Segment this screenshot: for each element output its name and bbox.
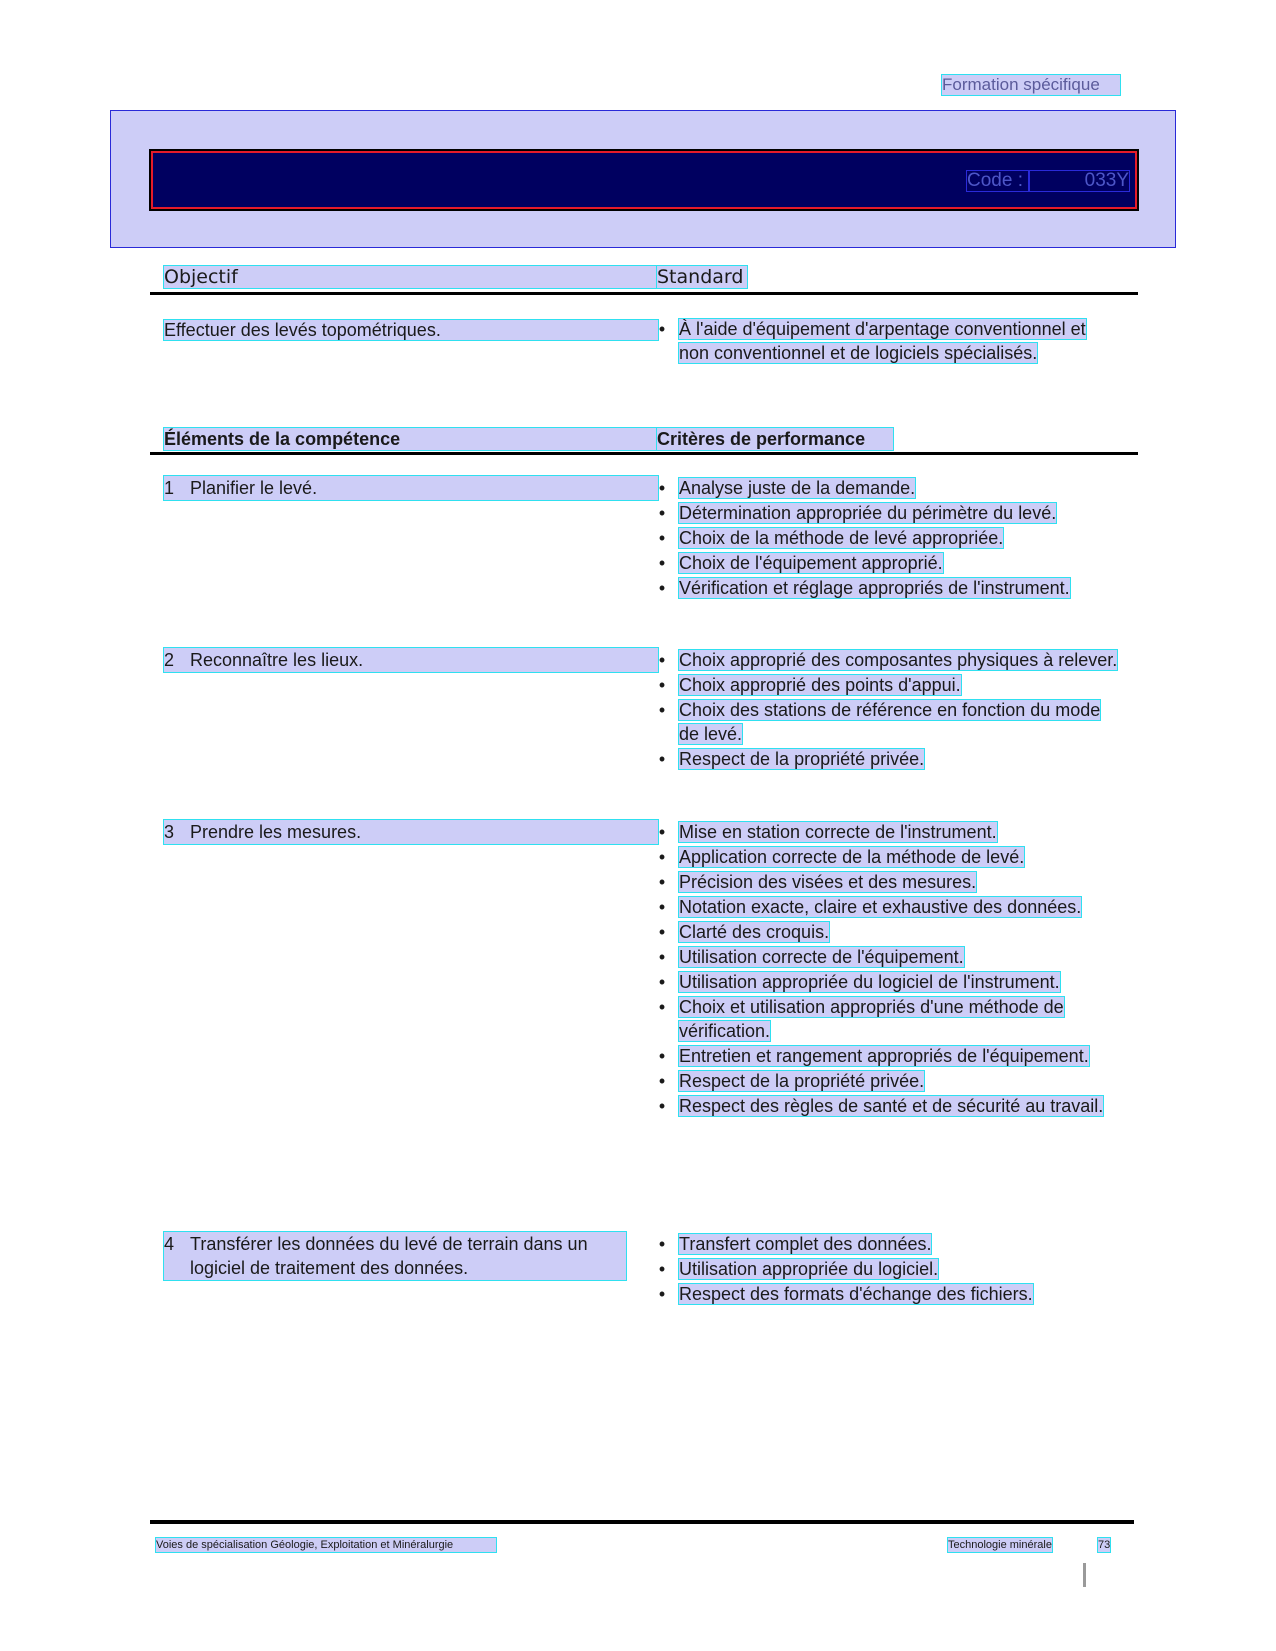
bullet-icon: •	[658, 650, 666, 670]
criterion	[657, 895, 1119, 919]
bullet-icon: •	[658, 553, 666, 573]
footer-left-text: Voies de spécialisation Géologie, Exploitation et Minéralurgie	[156, 1538, 496, 1552]
criterion	[657, 476, 1119, 500]
element-2	[164, 648, 658, 672]
header-rule-1	[150, 292, 1138, 295]
header-rule-2	[150, 452, 1138, 455]
element-label: Transférer les données du levé de terrain dans un logiciel de traitement des données.	[190, 1234, 588, 1278]
criterion	[657, 995, 1119, 1043]
section-label: Formation spécifique	[942, 75, 1120, 95]
title-bar	[151, 151, 1137, 209]
element-4	[164, 1232, 626, 1280]
standard-text: À l'aide d'équipement d'arpentage conventionnel et non conventionnel et de logiciels spécialisés.	[679, 319, 1086, 363]
objective-text: Effectuer des levés topométriques.	[164, 320, 658, 340]
bullet-icon: •	[658, 922, 666, 942]
element-number: 2	[164, 650, 175, 670]
bullet-icon: •	[658, 972, 666, 992]
bullet-icon: •	[658, 319, 666, 339]
elements-header: Éléments de la compétence	[164, 428, 658, 450]
criterion-text: Utilisation correcte de l'équipement.	[679, 947, 964, 967]
criterion-text: Choix de la méthode de levé appropriée.	[679, 528, 1004, 548]
bullet-icon: •	[658, 822, 666, 842]
element-number: 4	[164, 1234, 175, 1254]
criterion-text: Choix approprié des composantes physiques à relever.	[679, 650, 1118, 670]
bullet-icon: •	[658, 1234, 666, 1254]
criterion-text: Transfert complet des données.	[679, 1234, 932, 1254]
text-cursor-icon	[1083, 1563, 1086, 1587]
criterion-text: Précision des visées et des mesures.	[679, 872, 977, 892]
criterion	[657, 970, 1119, 994]
footer-rule	[150, 1520, 1134, 1524]
bullet-icon: •	[658, 847, 666, 867]
criterion	[657, 920, 1119, 944]
criterion	[657, 648, 1119, 672]
element-label: Reconnaître les lieux.	[190, 650, 364, 670]
criterion-text: Respect des formats d'échange des fichiers.	[679, 1284, 1033, 1304]
criterion	[657, 673, 1119, 697]
criterion-text: Analyse juste de la demande.	[679, 478, 916, 498]
criterion	[657, 576, 1119, 600]
criterion-text: Respect des règles de santé et de sécurité au travail.	[679, 1096, 1104, 1116]
criterion-text: Choix et utilisation appropriés d'une méthode de vérification.	[679, 997, 1064, 1041]
bullet-icon: •	[658, 897, 666, 917]
bullet-icon: •	[658, 947, 666, 967]
element-3	[164, 820, 658, 844]
bullet-icon: •	[658, 1071, 666, 1091]
criterion-text: Choix approprié des points d'appui.	[679, 675, 961, 695]
element-number: 1	[164, 478, 175, 498]
criterion	[657, 1232, 1119, 1256]
bullet-icon: •	[658, 503, 666, 523]
criterion-text: Notation exacte, claire et exhaustive des données.	[679, 897, 1082, 917]
criterion	[657, 1044, 1119, 1068]
criterion	[657, 870, 1119, 894]
bullet-icon: •	[658, 749, 666, 769]
code-label: Code :	[967, 171, 1029, 191]
criterion	[657, 845, 1119, 869]
criterion	[657, 501, 1119, 525]
standards-list	[657, 317, 1119, 366]
element-label: Planifier le levé.	[190, 478, 318, 498]
criterion-text: Clarté des croquis.	[679, 922, 830, 942]
objective-header: Objectif	[164, 266, 658, 288]
criterion-text: Choix des stations de référence en fonction du mode de levé.	[679, 700, 1101, 744]
criterion	[657, 820, 1119, 844]
title-box	[110, 110, 1176, 248]
code-value: 033Y	[1029, 171, 1129, 191]
element-1	[164, 476, 658, 500]
criterion-text: Utilisation appropriée du logiciel de l'instrument.	[679, 972, 1060, 992]
criterion-text: Détermination appropriée du périmètre du levé.	[679, 503, 1057, 523]
bullet-icon: •	[658, 872, 666, 892]
page-number: 73	[1098, 1539, 1111, 1551]
bullet-icon: •	[658, 997, 666, 1017]
criterion-text: Choix de l'équipement approprié.	[679, 553, 943, 573]
criterion-text: Utilisation appropriée du logiciel.	[679, 1259, 939, 1279]
element-label: Prendre les mesures.	[190, 822, 362, 842]
element-number: 3	[164, 822, 175, 842]
criterion	[657, 1069, 1119, 1093]
bullet-icon: •	[658, 675, 666, 695]
standard-header: Standard	[657, 266, 747, 288]
footer-right-text: Technologie minérale	[948, 1539, 1052, 1551]
bullet-icon: •	[658, 1259, 666, 1279]
criterion-text: Application correcte de la méthode de levé.	[679, 847, 1025, 867]
criterion	[657, 1094, 1119, 1118]
criteria-list-2	[657, 648, 1119, 772]
criterion	[657, 526, 1119, 550]
bullet-icon: •	[658, 478, 666, 498]
bullet-icon: •	[658, 528, 666, 548]
criterion-text: Respect de la propriété privée.	[679, 749, 925, 769]
criterion-text: Entretien et rangement appropriés de l'équipement.	[679, 1046, 1089, 1066]
standard-item	[657, 317, 1119, 365]
criteria-header: Critères de performance	[657, 428, 893, 450]
criterion-text: Vérification et réglage appropriés de l'instrument.	[679, 578, 1070, 598]
bullet-icon: •	[658, 1284, 666, 1304]
bullet-icon: •	[658, 1096, 666, 1116]
criteria-list-3	[657, 820, 1119, 1119]
criterion-text: Respect de la propriété privée.	[679, 1071, 925, 1091]
bullet-icon: •	[658, 1046, 666, 1066]
criterion	[657, 747, 1119, 771]
bullet-icon: •	[658, 578, 666, 598]
criterion	[657, 945, 1119, 969]
criteria-list-4	[657, 1232, 1119, 1307]
criterion-text: Mise en station correcte de l'instrument.	[679, 822, 997, 842]
criterion	[657, 1282, 1119, 1306]
bullet-icon: •	[658, 700, 666, 720]
criterion	[657, 551, 1119, 575]
criterion	[657, 698, 1119, 746]
criteria-list-1	[657, 476, 1119, 601]
criterion	[657, 1257, 1119, 1281]
